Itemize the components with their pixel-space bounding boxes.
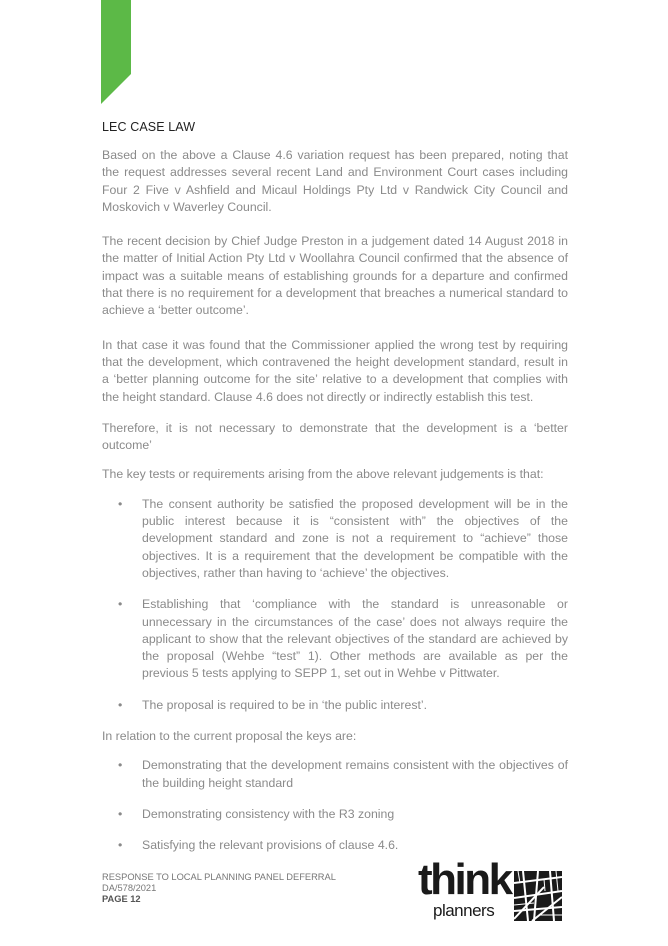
paragraph-key-tests-intro: The key tests or requirements arising from the above relevant judgements is that: — [102, 467, 544, 482]
list-item-text: Establishing that ‘compliance with the standard is unreasonable or unnecessary in the circumstances of the case’ does not always require the applicant to show that the relevant objectives of the standard are achieved by the proposal (Wehbe “test” 1). Other methods are available as per the previous 5 tests applying to SEPP 1, set out in Wehbe v Pittwater. — [142, 597, 568, 681]
paragraph-relation-intro: In relation to the current proposal the keys are: — [102, 729, 357, 744]
key-tests-list — [102, 496, 568, 714]
city-map-icon — [514, 871, 562, 921]
bullet-icon: • — [118, 697, 123, 712]
document-body — [102, 147, 568, 869]
footer-reference: DA/578/2021 — [102, 883, 157, 893]
paragraph-clause-4-6: Based on the above a Clause 4.6 variation request has been prepared, noting that the request addresses several recent Land and Environment Court cases including Four 2 Five v Ashfield and Micaul Holdings Pty Ltd v Randwick City Council and Moskovich v Waverley Council. — [102, 148, 568, 214]
list-item-text: The proposal is required to be in ‘the public interest’. — [142, 697, 428, 712]
logo-word-planners: planners — [433, 901, 495, 920]
section-heading: LEC CASE LAW — [102, 120, 196, 134]
green-accent-tab — [101, 0, 131, 104]
list-item-text: The consent authority be satisfied the proposed development will be in the public interest because it is “consistent with” the objectives of the development standard and zone is not a requirement to “achieve” those objectives. It is a requirement that the development be compatible with the objectives, rather than having to ‘achieve’ the objectives. — [142, 496, 568, 580]
list-item — [102, 697, 568, 714]
page-footer — [102, 872, 336, 905]
bullet-icon: • — [118, 597, 123, 612]
think-planners-logo — [418, 855, 564, 923]
bullet-icon: • — [118, 806, 123, 821]
list-item — [102, 806, 568, 823]
list-item — [102, 837, 568, 854]
bullet-icon: • — [118, 496, 123, 511]
list-item-text: Demonstrating that the development remains consistent with the objectives of the building height standard — [142, 758, 568, 790]
paragraph-better-outcome: Therefore, it is not necessary to demonstrate that the development is a ‘better outcome’ — [102, 420, 568, 453]
paragraph-commissioner-test: In that case it was found that the Commissioner applied the wrong test by requiring that the development, which contravened the height development standard, result in a ‘better planning outcome for the site’ relative to a development that complies with the height standard. Clause 4.6 does not directly or indirectly establish this test. — [102, 337, 568, 404]
list-item — [102, 757, 568, 792]
list-item — [102, 596, 568, 682]
proposal-keys-list — [102, 757, 568, 854]
paragraph-recent-decision: The recent decision by Chief Judge Preston in a judgement dated 14 August 2018 in the matter of Initial Action Pty Ltd v Woollahra Council confirmed that the absence of impact was a suitable means of establishing grounds for a departure and confirmed that there is no requirement for a development that breaches a numerical standard to achieve a ‘better outcome’. — [102, 234, 568, 318]
bullet-icon: • — [118, 758, 123, 773]
logo-word-think: think — [418, 855, 511, 904]
bullet-icon: • — [118, 838, 123, 853]
page-number: PAGE 12 — [102, 894, 141, 904]
list-item — [102, 496, 568, 582]
list-item-text: Satisfying the relevant provisions of clause 4.6. — [142, 838, 399, 853]
list-item-text: Demonstrating consistency with the R3 zoning — [142, 806, 395, 821]
footer-document-title: RESPONSE TO LOCAL PLANNING PANEL DEFERRAL — [102, 872, 336, 882]
